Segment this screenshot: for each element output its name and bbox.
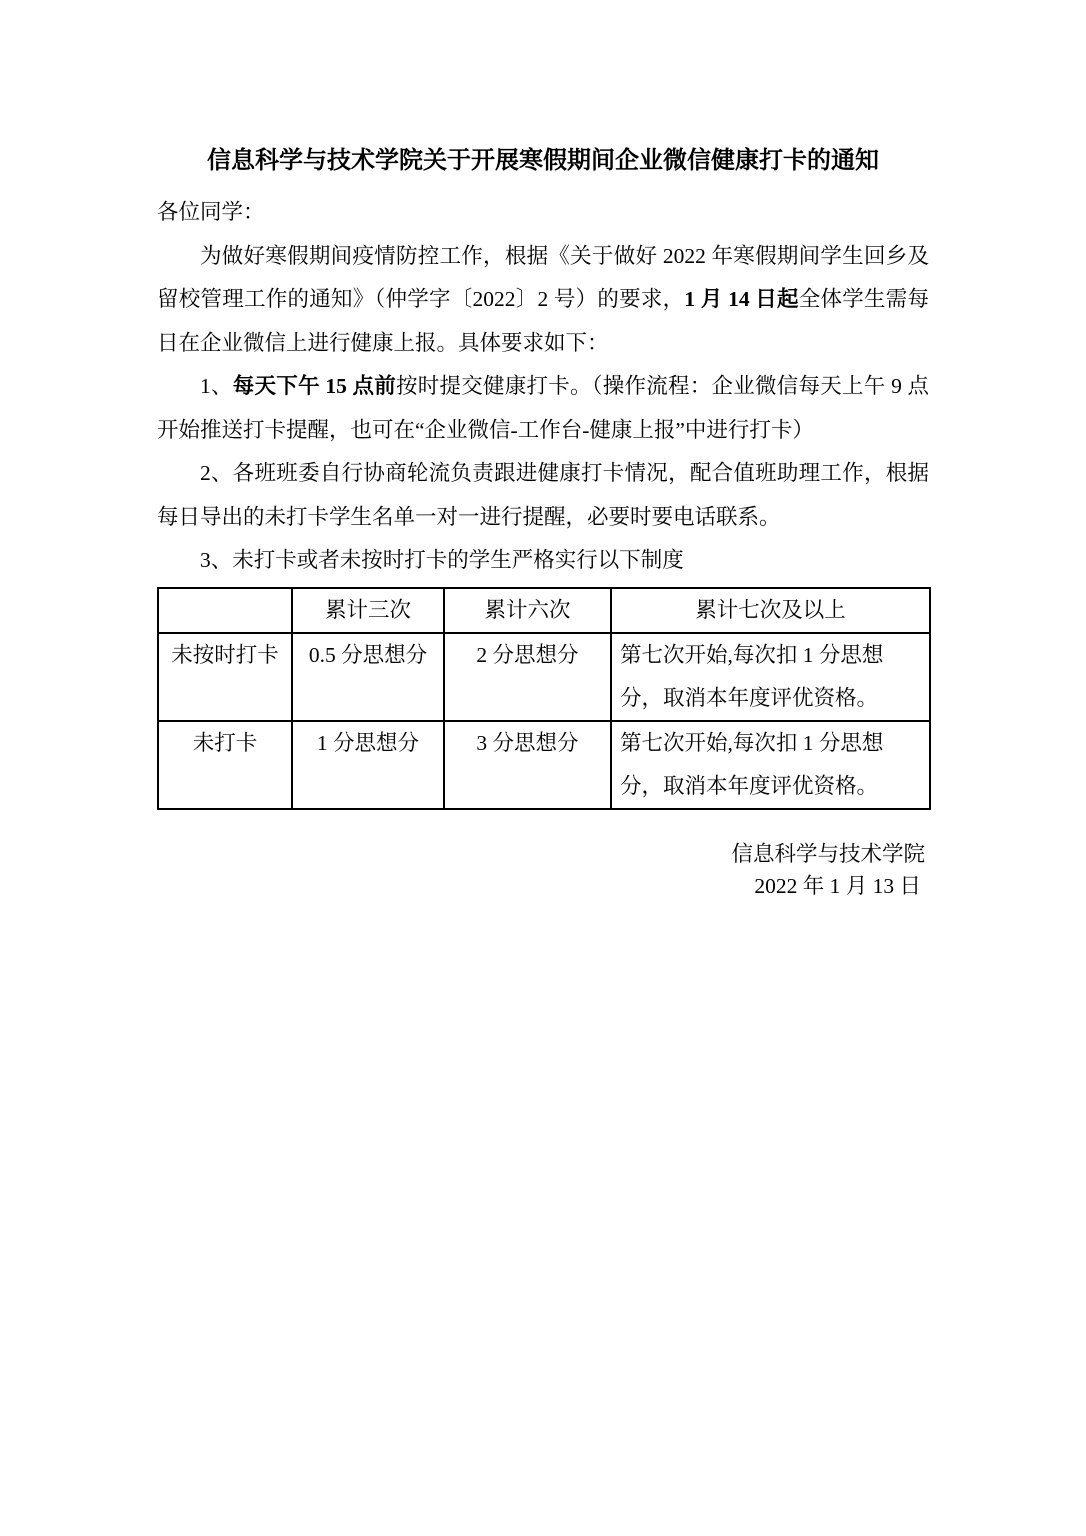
cell-late-seven-plus: 第七次开始,每次扣 1 分思想分，取消本年度评优资格。 bbox=[611, 633, 930, 721]
paragraph-intro: 为做好寒假期间疫情防控工作，根据《关于做好 2022 年寒假期间学生回乡及留校管理工作的通知》（仲学字〔2022〕2 号）的要求，1 月 14 日起全体学生需每日在企业微信上进行健康上报。具体要求如下： bbox=[157, 243, 929, 355]
penalty-table bbox=[157, 587, 931, 810]
header-cell-three-times: 累计三次 bbox=[292, 588, 444, 633]
penalty-table-header-row bbox=[158, 588, 930, 633]
paragraph-item-3: 3、未打卡或者未按时打卡的学生严格实行以下制度 bbox=[200, 548, 684, 572]
table-row-late-checkin bbox=[158, 633, 930, 721]
row-label-late-checkin: 未按时打卡 bbox=[158, 633, 292, 721]
table-row-missed-checkin bbox=[158, 721, 930, 809]
header-cell-six-times: 累计六次 bbox=[444, 588, 611, 633]
document-page bbox=[157, 0, 929, 902]
cell-late-six: 2 分思想分 bbox=[444, 633, 611, 721]
salutation: 各位同学： bbox=[157, 200, 265, 224]
row-label-missed-checkin: 未打卡 bbox=[158, 721, 292, 809]
paragraph-item-1: 1、每天下午 15 点前按时提交健康打卡。（操作流程：企业微信每天上午 9 点开始推送打卡提醒，也可在“企业微信-工作台-健康上报”中进行打卡） bbox=[157, 374, 929, 442]
header-cell-seven-plus-times: 累计七次及以上 bbox=[611, 588, 930, 633]
cell-late-three: 0.5 分思想分 bbox=[292, 633, 444, 721]
paragraph-item-2: 2、各班班委自行协商轮流负责跟进健康打卡情况，配合值班助理工作，根据每日导出的未打卡学生名单一对一进行提醒，必要时要电话联系。 bbox=[157, 461, 929, 529]
cell-missed-three: 1 分思想分 bbox=[292, 721, 444, 809]
page-title: 信息科学与技术学院关于开展寒假期间企业微信健康打卡的通知 bbox=[207, 148, 879, 174]
signature-organization: 信息科学与技术学院 bbox=[731, 841, 925, 866]
signature-block bbox=[157, 838, 929, 902]
header-cell-empty bbox=[158, 588, 292, 633]
cell-missed-seven-plus: 第七次开始,每次扣 1 分思想分，取消本年度评优资格。 bbox=[611, 721, 930, 809]
signature-date: 2022 年 1 月 13 日 bbox=[754, 873, 921, 898]
cell-missed-six: 3 分思想分 bbox=[444, 721, 611, 809]
